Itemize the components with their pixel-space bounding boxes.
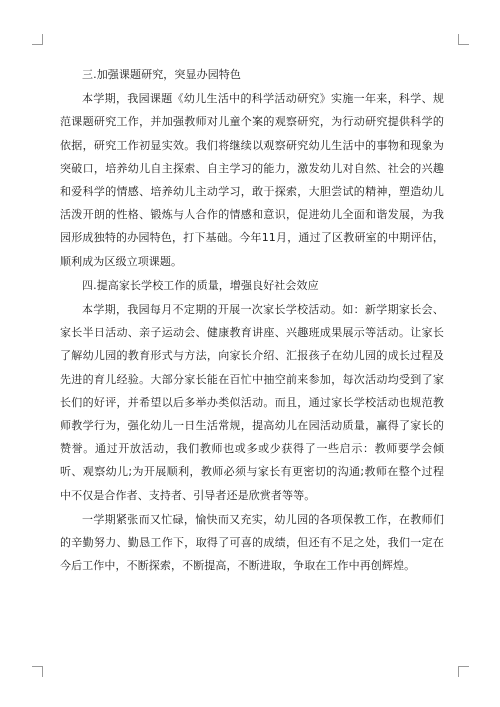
crop-mark-bottom-right [458, 666, 469, 677]
crop-mark-top-right [458, 34, 469, 45]
crop-mark-bottom-left [32, 666, 43, 677]
crop-mark-top-left [32, 34, 43, 45]
section-heading-3: 三.加强课题研究，突显办园特色 [82, 68, 241, 81]
section-heading-4: 四.提高家长学校工作的质量，增强良好社会效应 [82, 278, 319, 292]
paragraph-research: 本学期，我园课题《幼儿生活中的科学活动研究》实施一年来，科学、规范课题研究工作，并加强教师对儿童个案的观察研究，为行动研究提供科学的依据，研究工作初显实效。我们将继续以观察研究幼儿生活中的事物和现象为突破口，培养幼儿自主探索、自主学习的能力，激发幼儿对自然、社会的兴趣和爱科学的情感、培养幼儿主动学习，敢于探索，大胆尝试的精神，塑造幼儿活泼开朗的性格、锻炼与人合作的情感和意识，促进幼儿全面和谐发展，为我园形成独特的办园特色，打下基础。今年11月，通过了区教研室的中期评估，顺利成为区级立项课题。 [60, 92, 444, 268]
paragraph-parent-school: 本学期，我园每月不定期的开展一次家长学校活动。如：新学期家长会、家长半日活动、亲子运动会、健康教育讲座、兴趣班成果展示等活动。让家长了解幼儿园的教育形式与方法，向家长介绍、汇报孩子在幼儿园的成长过程及先进的育儿经验。大部分家长能在百忙中抽空前来参加，每次活动均受到了家长们的好评，并希望以后多举办类似活动。而且，通过家长学校活动也规范教师教学行为，强化幼儿一日生活常规，提高幼儿在园活动质量，赢得了家长的赞誉。通过开放活动，我们教师也或多或少获得了一些启示：教师要学会倾听、观察幼儿;为开展顺利，教师必须与家长有更密切的沟通;教师在整个过程中不仅是合作者、支持者、引导者还是欣赏者等等。 [60, 303, 444, 502]
document-body [60, 63, 444, 578]
paragraph-conclusion: 一学期紧张而又忙碌，愉快而又充实，幼儿园的各项保教工作，在教师们的辛勤努力、勤恳工作下，取得了可喜的成绩，但还有不足之处，我们一定在今后工作中，不断探索，不断提高，不断进取，争取在工作中再创辉煌。 [60, 512, 444, 573]
